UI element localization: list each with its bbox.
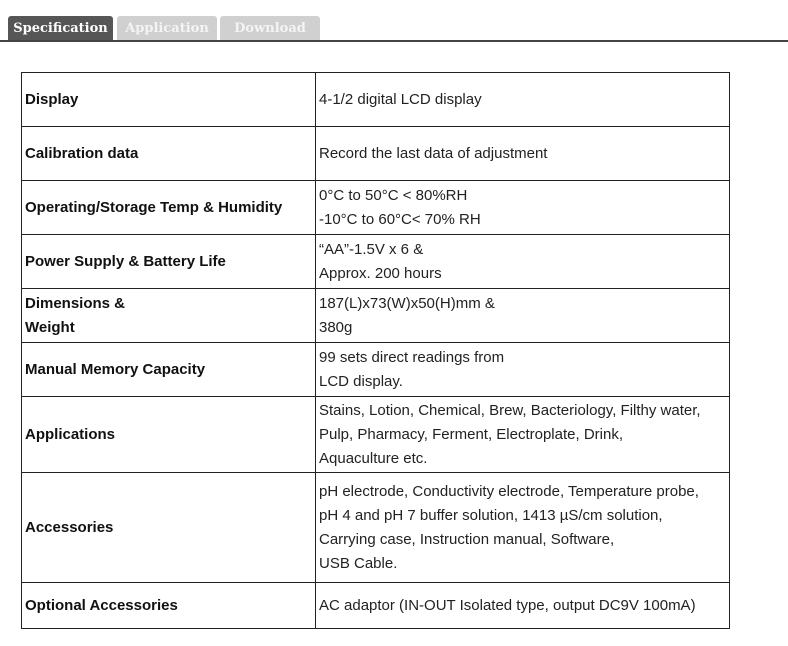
table-row [22, 181, 730, 235]
spec-value-display [316, 73, 730, 127]
spec-value-optional-accessories [316, 583, 730, 629]
table-row [22, 289, 730, 343]
spec-value-accessories [316, 473, 730, 583]
tab-specification[interactable]: Specification [8, 16, 113, 41]
table-row [22, 473, 730, 583]
tab-download[interactable]: Download [220, 16, 320, 41]
spec-value-applications [316, 397, 730, 473]
table-row [22, 235, 730, 289]
spec-label-power-supply: Power Supply & Battery Life [22, 235, 316, 289]
spec-value-line: 99 sets direct readings from [319, 348, 505, 366]
spec-value-line: Carrying case, Instruction manual, Software, [319, 530, 615, 548]
spec-label-line: Weight [25, 318, 75, 336]
spec-label-applications: Applications [22, 397, 316, 473]
spec-value-line: -10°C to 60°C< 70% RH [319, 210, 481, 228]
specification-table [21, 72, 730, 629]
spec-label-accessories: Accessories [22, 473, 316, 583]
spec-value-line: USB Cable. [319, 554, 398, 572]
spec-value-line: Stains, Lotion, Chemical, Brew, Bacteriology, Filthy water, [319, 401, 701, 419]
spec-label-optional-accessories: Optional Accessories [22, 583, 316, 629]
spec-value-power-supply [316, 235, 730, 289]
spec-value-line: 380g [319, 318, 353, 336]
spec-value-dimensions-weight [316, 289, 730, 343]
spec-label-memory-capacity: Manual Memory Capacity [22, 343, 316, 397]
spec-value-temp-humidity [316, 181, 730, 235]
spec-value-line: 0°C to 50°C < 80%RH [319, 186, 468, 204]
spec-value-calibration-data [316, 127, 730, 181]
spec-label-dimensions-weight [22, 289, 316, 343]
spec-value-line: 187(L)x73(W)x50(H)mm & [319, 294, 495, 312]
spec-value-line: 4-1/2 digital LCD display [319, 90, 482, 108]
tab-application[interactable]: Application [117, 16, 217, 41]
spec-label-calibration-data: Calibration data [22, 127, 316, 181]
tab-bar [0, 0, 788, 42]
spec-value-memory-capacity [316, 343, 730, 397]
table-row [22, 127, 730, 181]
spec-value-line: pH 4 and pH 7 buffer solution, 1413 µS/cm solution, [319, 506, 663, 524]
spec-value-line: pH electrode, Conductivity electrode, Temperature probe, [319, 482, 699, 500]
spec-label-temp-humidity: Operating/Storage Temp & Humidity [22, 181, 316, 235]
table-row [22, 583, 730, 629]
spec-value-line: “AA”-1.5V x 6 & [319, 240, 424, 258]
tab-underline [0, 40, 788, 42]
spec-value-line: LCD display. [319, 372, 403, 390]
spec-value-line: Record the last data of adjustment [319, 144, 548, 162]
table-row [22, 397, 730, 473]
spec-value-line: AC adaptor (IN-OUT Isolated type, output DC9V 100mA) [319, 596, 696, 614]
spec-value-line: Approx. 200 hours [319, 264, 442, 282]
spec-label-line: Dimensions & [25, 294, 126, 312]
table-row [22, 73, 730, 127]
table-row [22, 343, 730, 397]
spec-value-line: Pulp, Pharmacy, Ferment, Electroplate, Drink, [319, 425, 623, 443]
spec-label-display: Display [22, 73, 316, 127]
spec-value-line: Aquaculture etc. [319, 449, 428, 467]
